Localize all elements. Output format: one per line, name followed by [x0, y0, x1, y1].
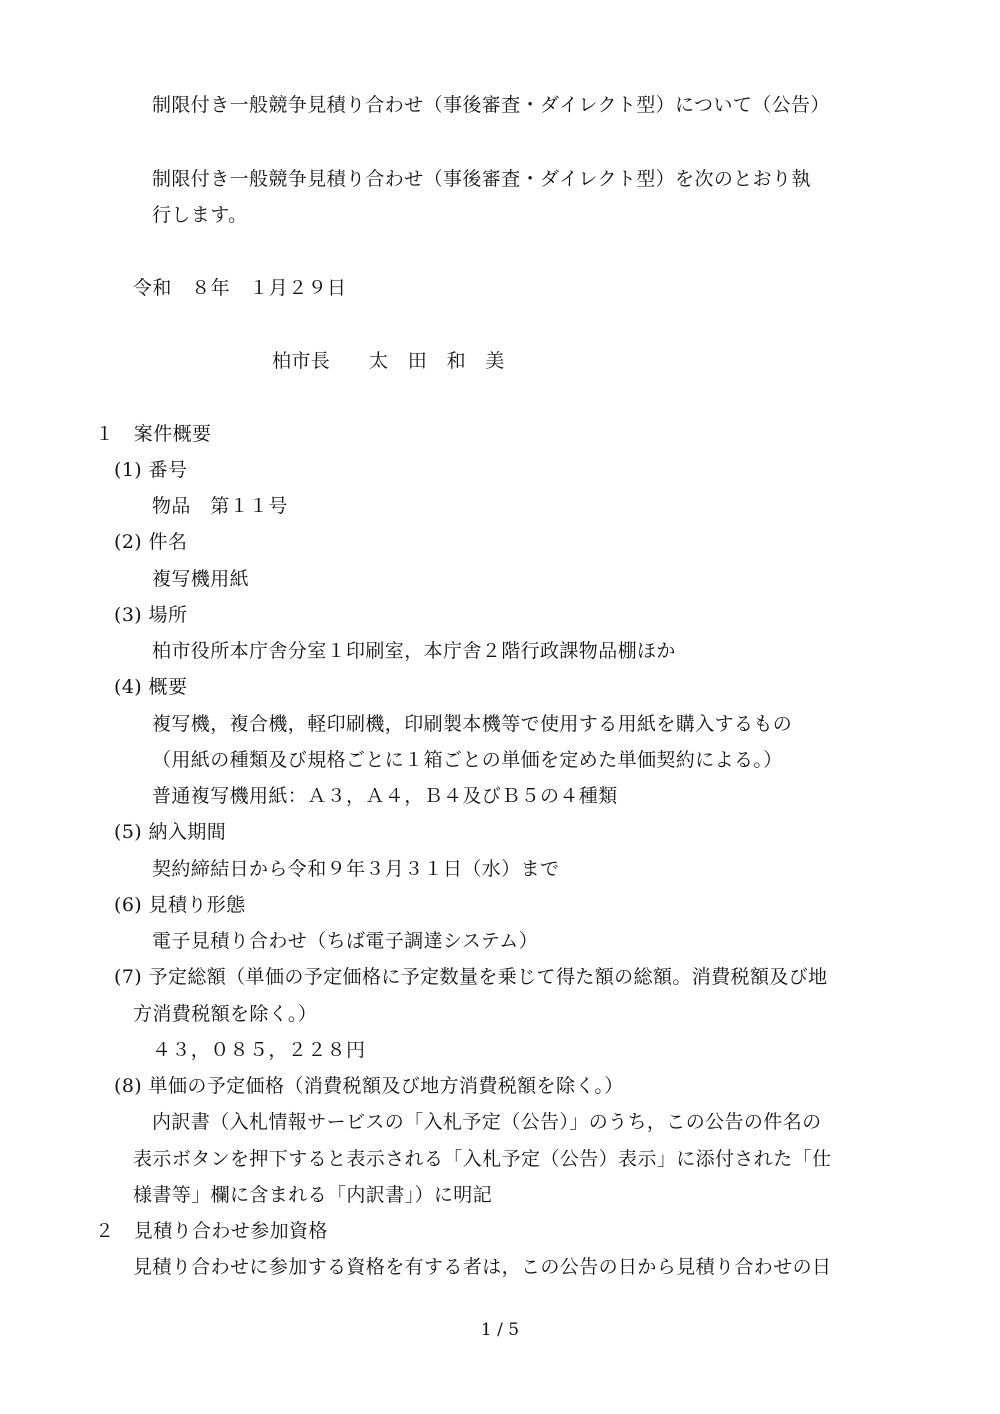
page-number: 1 / 5: [480, 1320, 520, 1340]
item-3-value: 柏市役所本庁舎分室１印刷室，本庁舎２階行政課物品棚ほか: [152, 640, 676, 662]
issuer-name: 柏市長 太 田 和 美: [272, 350, 505, 372]
item-4-label: (4) 概要: [114, 676, 188, 698]
item-8-label: (8) 単価の予定価格（消費税額及び地方消費税額を除く。）: [114, 1075, 624, 1097]
item-7-label-line-2: 方消費税額を除く。）: [133, 1003, 318, 1025]
item-6-value: 電子見積り合わせ（ちば電子調達システム）: [152, 930, 539, 952]
intro-text-line-1: 制限付き一般競争見積り合わせ（事後審査・ダイレクト型）を次のとおり執: [152, 168, 811, 190]
item-4-line-1: 複写機，複合機，軽印刷機，印刷製本機等で使用する用紙を購入するもの: [152, 713, 793, 735]
item-8-line-3: 様書等」欄に含まれる「内訳書」）に明記: [133, 1184, 493, 1206]
item-2-label: (2) 件名: [114, 531, 188, 553]
section-1-heading: １ 案件概要: [95, 423, 212, 445]
section-2-line-1: 見積り合わせに参加する資格を有する者は，この公告の日から見積り合わせの日: [133, 1256, 832, 1278]
item-6-label: (6) 見積り形態: [114, 894, 246, 916]
publication-date: 令和 ８年 １月２９日: [133, 277, 347, 299]
item-7-value: ４３，０８５，２２８円: [152, 1039, 366, 1061]
item-8-line-1: 内訳書（入札情報サービスの「入札予定（公告）」のうち，この公告の件名の: [152, 1111, 822, 1133]
item-4-line-2: （用紙の種類及び規格ごとに１箱ごとの単価を定めた単価契約による。）: [152, 749, 783, 771]
section-2-heading: ２ 見積り合わせ参加資格: [95, 1220, 328, 1242]
item-8-line-2: 表示ボタンを押下すると表示される「入札予定（公告）表示」に添付された「仕: [133, 1148, 832, 1170]
item-7-label-line-1: (7) 予定総額（単価の予定価格に予定数量を乗じて得た額の総額。消費税額及び地: [114, 966, 828, 988]
item-5-label: (5) 納入期間: [114, 821, 227, 843]
intro-text-line-2: 行します。: [152, 204, 248, 226]
document-title: 制限付き一般競争見積り合わせ（事後審査・ダイレクト型）について（公告）: [152, 94, 830, 116]
item-2-value: 複写機用紙: [152, 568, 250, 590]
item-3-label: (3) 場所: [114, 604, 188, 626]
item-4-line-3: 普通複写機用紙：Ａ３，Ａ４，Ｂ４及びＢ５の４種類: [152, 785, 618, 807]
item-5-value: 契約締結日から令和９年３月３１日（水）まで: [152, 858, 560, 880]
item-1-label: (1) 番号: [114, 459, 188, 481]
item-1-value: 物品 第１１号: [152, 495, 288, 517]
